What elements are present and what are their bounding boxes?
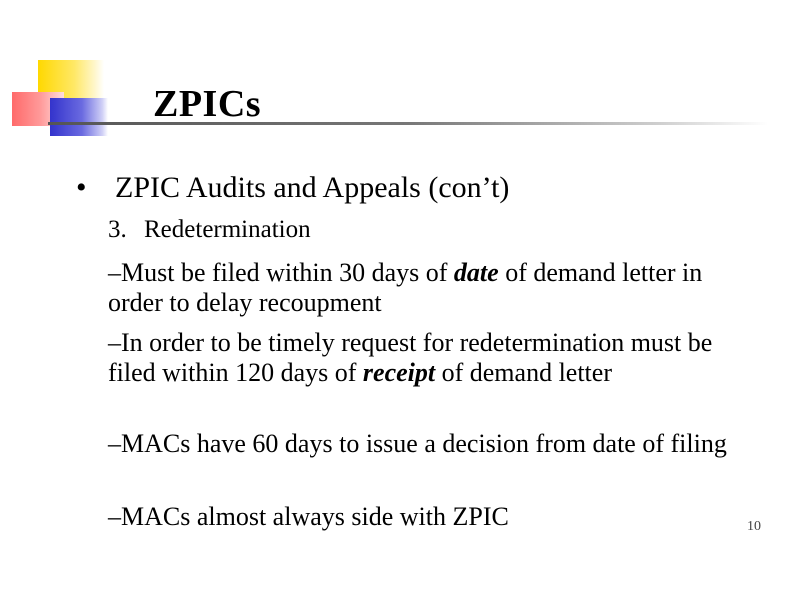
page-number: 10 (747, 519, 761, 534)
slide-title: ZPICs (153, 83, 262, 125)
list-item (108, 328, 748, 388)
dash-marker: – (108, 328, 121, 357)
bullet-heading: ZPIC Audits and Appeals (con’t) (115, 171, 510, 204)
list-item-text: MACs almost always side with ZPIC (121, 502, 509, 531)
dash-marker: – (108, 502, 121, 531)
bullet-marker: • (76, 171, 87, 204)
list-item-text: of demand letter in order to delay recoupment (108, 258, 703, 317)
list-item-text: Must be filed within 30 days of (121, 258, 454, 287)
list-item (108, 258, 748, 318)
list-item (108, 502, 748, 532)
emphasized-text: receipt (362, 358, 436, 387)
emphasized-text: date (453, 258, 499, 287)
dash-marker: – (108, 258, 121, 287)
numbered-item (108, 215, 311, 245)
list-item (108, 429, 748, 459)
numbered-item-number: 3. (108, 216, 127, 243)
numbered-item-text: Redetermination (144, 216, 311, 243)
dash-marker: – (108, 429, 121, 458)
decorative-blue-square (50, 98, 108, 136)
list-item-text: of demand letter (435, 358, 612, 387)
list-item-text: In order to be timely request for redetermination must be filed within 120 days of (108, 328, 713, 387)
list-item-text: MACs have 60 days to issue a decision from date of filing (121, 429, 727, 458)
